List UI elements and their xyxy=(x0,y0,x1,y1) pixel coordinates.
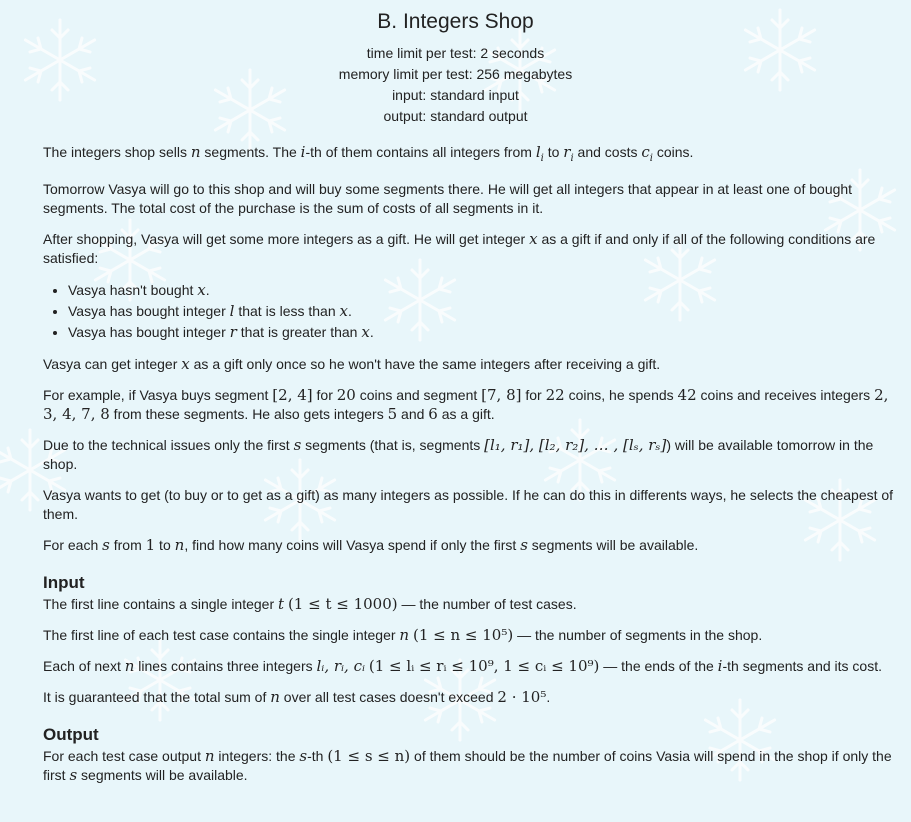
input-paragraph: It is guaranteed that the total sum of n over all test cases doesn't exceed 2 · 10⁵. xyxy=(43,687,551,706)
legend-paragraph: Tomorrow Vasya will go to this shop and will buy some segments there. He will get all integers that appear in at least one of bought segments. The total cost of the purchase is the sum of costs of all segments in it. xyxy=(43,180,853,216)
output-section-title: Output xyxy=(43,724,99,744)
time-limit: time limit per test: 2 seconds xyxy=(366,45,545,61)
output-paragraph: For each test case output n integers: the s-th (1 ≤ s ≤ n) of them should be the number of coins Vasia will spend in the shop if only the first s segments will be available. xyxy=(43,746,892,784)
problem-header xyxy=(16,10,895,127)
input-paragraph: Each of next n lines contains three integers lᵢ, rᵢ, cᵢ (1 ≤ lᵢ ≤ rᵢ ≤ 10⁹, 1 ≤ cᵢ ≤ 10⁹) — the ends of the i-th segments and its cost. xyxy=(43,656,883,675)
legend-paragraph: The integers shop sells n segments. The i-th of them contains all integers from $l_i$ to $r_i$ and costs $c_i$ coins. xyxy=(43,143,694,164)
output-file: output: standard output xyxy=(383,108,528,124)
memory-limit: memory limit per test: 256 megabytes xyxy=(338,66,573,82)
example-paragraph: For example, if Vasya buys segment [2, 4] for 20 coins and segment [7, 8] for 22 coins, he spends 42 coins and receives integers 2, 3, 4, 7, 8 from these segments. He also gets integers 5 and 6 as a gift. xyxy=(43,385,889,423)
legend-paragraph: Vasya can get integer x as a gift only once so he won't have the same integers after receiving a gift. xyxy=(43,354,661,373)
list-item: • Vasya has bought integer r that is greater than x. xyxy=(68,322,895,343)
gift-conditions-list xyxy=(43,280,895,343)
legend-paragraph: Vasya wants to get (to buy or to get as a gift) as many integers as possible. If he can do this in differents ways, he selects the cheapest of them. xyxy=(43,486,894,522)
problem-title: B. Integers Shop xyxy=(377,10,534,33)
input-file: input: standard input xyxy=(392,87,519,103)
legend-paragraph: For each s from 1 to n, find how many coins will Vasya spend if only the first s segments will be available. xyxy=(43,535,699,554)
legend-paragraph: After shopping, Vasya will get some more integers as a gift. He will get integer x as a gift if and only if all of the following conditions are satisfied: xyxy=(43,229,876,266)
input-section-title: Input xyxy=(43,572,85,592)
legend-paragraph: Due to the technical issues only the first s segments (that is, segments [l₁, r₁], [l₂, r₂], … , [lₛ, rₛ]) will be available tomorrow in the shop. xyxy=(43,435,874,472)
input-paragraph: The first line of each test case contains the single integer n (1 ≤ n ≤ 10⁵) — the number of segments in the shop. xyxy=(43,625,763,644)
input-paragraph: The first line contains a single integer t (1 ≤ t ≤ 1000) — the number of test cases. xyxy=(43,594,577,613)
list-item: • Vasya hasn't bought x. xyxy=(68,280,895,301)
list-item: • Vasya has bought integer l that is less than x. xyxy=(68,301,895,322)
